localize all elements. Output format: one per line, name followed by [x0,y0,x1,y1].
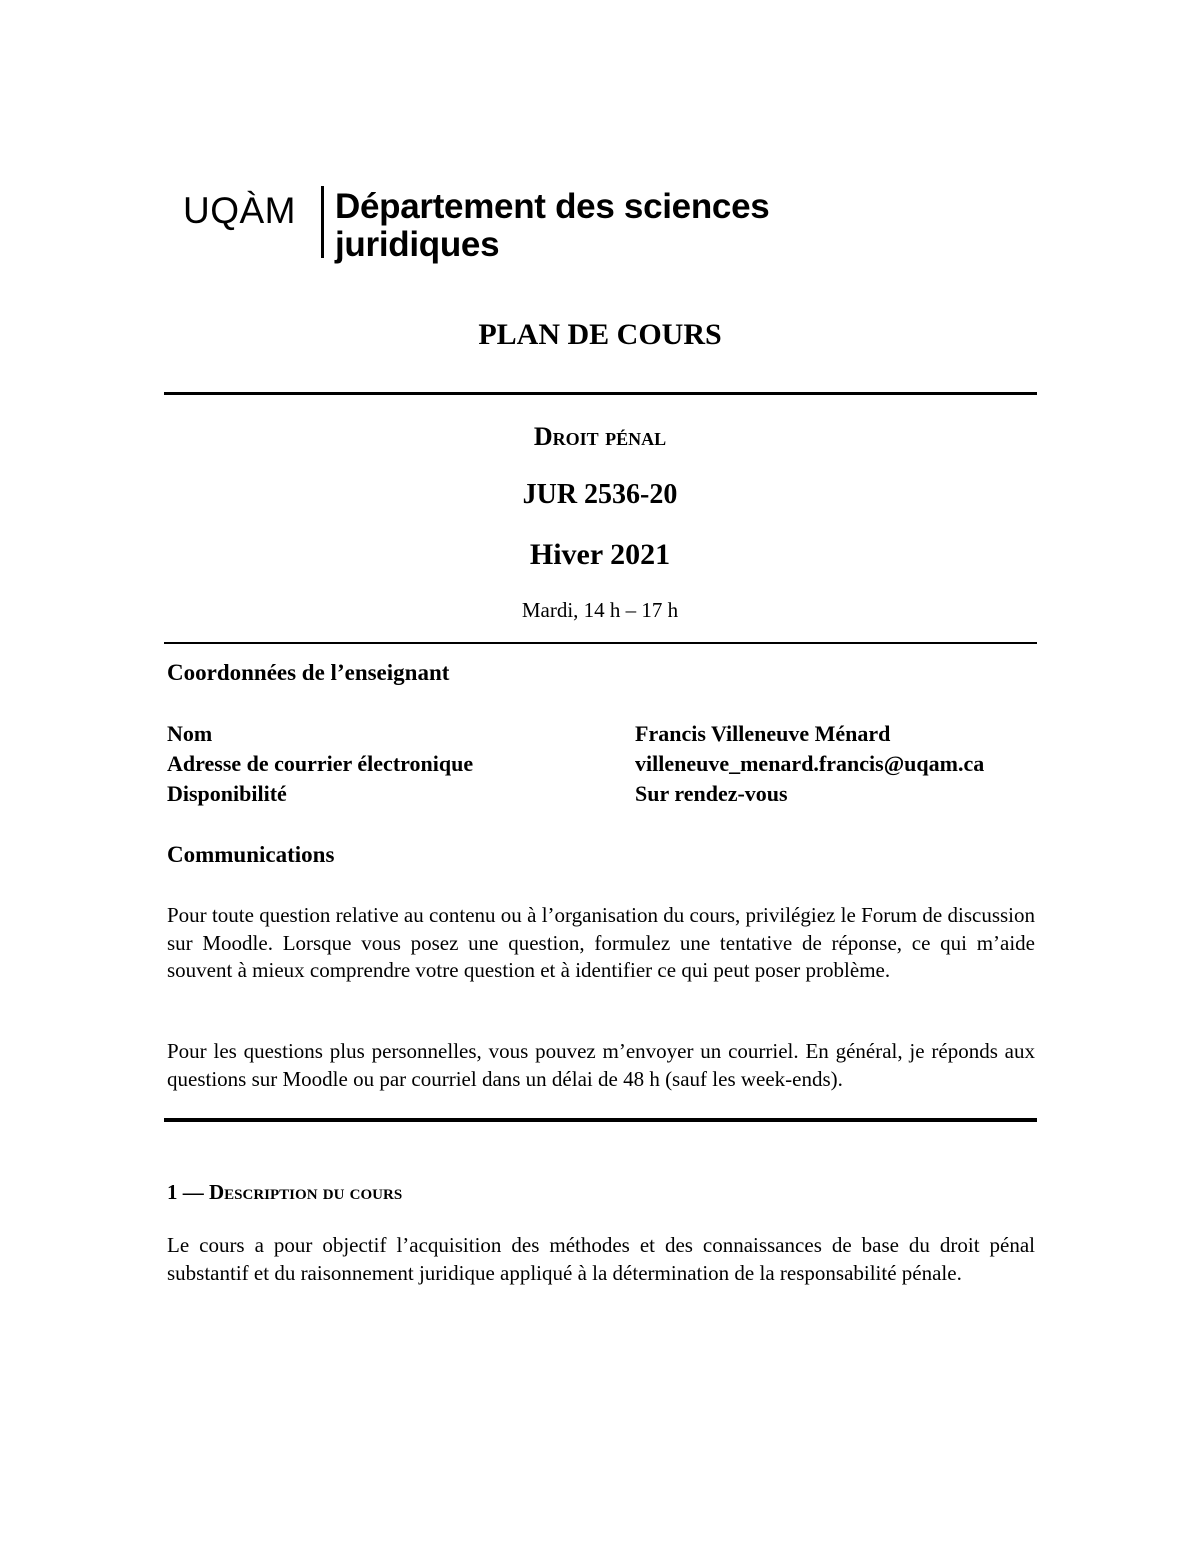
course-code: JUR 2536-20 [522,479,678,510]
contact-heading: Coordonnées de l’enseignant [167,660,450,685]
contact-value: Francis Villeneuve Ménard [635,721,891,746]
department-name-line1: Département des sciences [335,187,770,226]
contact-label: Disponibilité [167,781,287,806]
contact-label: Adresse de courrier électronique [167,751,474,776]
course-schedule: Mardi, 14 h – 17 h [521,598,679,622]
contact-row-name [167,721,1037,751]
uqam-wordmark: UQÀM [183,190,296,231]
section-heading: 1 — Description du cours [167,1180,403,1204]
communications-paragraph: Pour les questions plus personnelles, vous pouvez m’envoyer un courriel. En général, je réponds aux questions sur Moodle ou par courriel dans un délai de 48 h (sauf les week-ends). [167,1039,1035,1091]
contact-value: Sur rendez-vous [635,781,788,806]
course-term: Hiver 2021 [529,538,671,571]
communications-paragraph: Pour toute question relative au contenu ou à l’organisation du cours, privilégiez le Forum de discussion sur Moodle. Lorsque vous posez une question, formulez une tentative de réponse, ce qui m’aide souvent à mieux comprendre votre question et à identifier ce qui peut poser problème. [167,903,1035,982]
contact-label: Nom [167,721,213,746]
divider [164,642,1037,644]
divider [164,1118,1037,1122]
contact-row-availability [167,781,1037,811]
divider [164,392,1037,395]
contact-email[interactable]: villeneuve_menard.francis@uqam.ca [635,751,985,776]
section-paragraph: Le cours a pour objectif l’acquisition des méthodes et des connaissances de base du droit pénal substantif et du raisonnement juridique appliqué à la détermination de la responsabilité pénale. [167,1233,1035,1285]
logo-separator [321,186,324,258]
contact-row-email [167,751,1037,781]
page-title: PLAN DE COURS [478,318,722,351]
course-name: Droit pénal [533,422,667,451]
department-name-line2: juridiques [335,225,500,264]
communications-heading: Communications [167,842,335,867]
department-name [335,188,769,264]
